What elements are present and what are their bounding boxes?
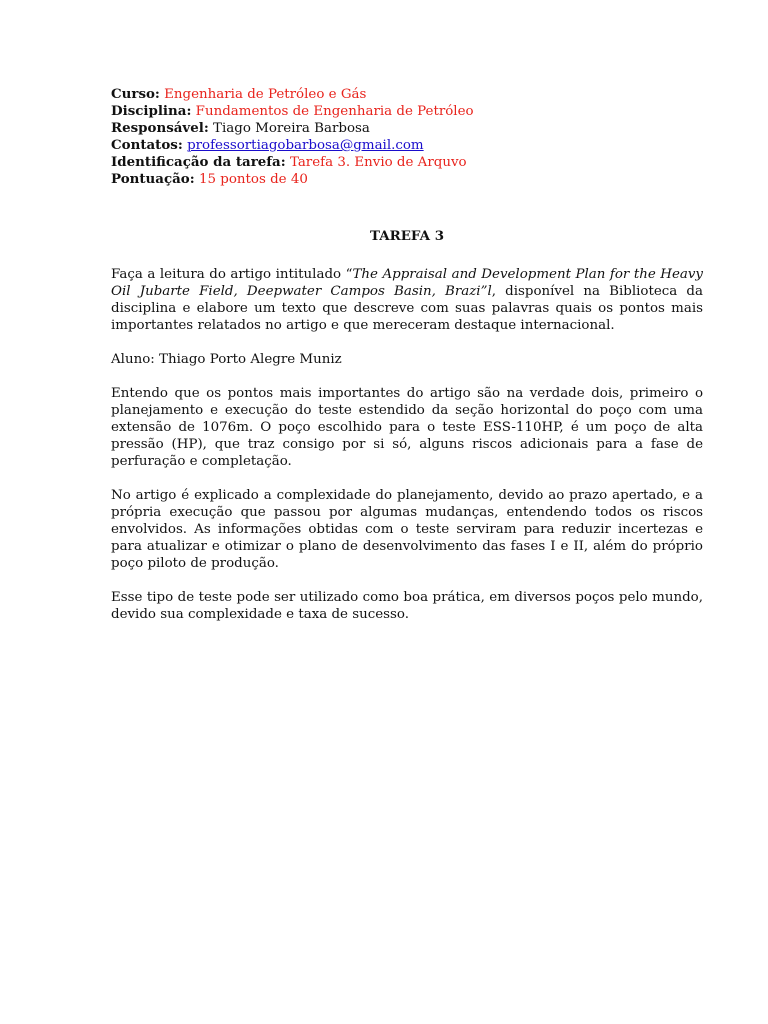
contatos-label: Contatos (111, 137, 178, 153)
contact-email-link[interactable]: professortiagobarbosa@gmail.com (187, 138, 424, 153)
student-name: Aluno: Thiago Porto Alegre Muniz (111, 352, 342, 367)
pontuacao-label: Pontuação (111, 171, 190, 187)
instruction-after: , disponível na Biblioteca da disciplina e elabore um texto que descreve com suas palavras quais os pontos mais importantes relatados no artigo e que mereceram destaque internacional. (111, 284, 703, 333)
curso-value: Engenharia de Petróleo e Gás (164, 87, 367, 102)
pontuacao-value: 15 pontos de 40 (198, 172, 308, 187)
article-title: The Appraisal and Development Plan for the Heavy Oil Jubarte Field, Deepwater Campos Basin, Brazi”l (111, 267, 704, 299)
header-pontuacao: Pontuação: 15 pontos de 40 (111, 171, 308, 187)
responsavel-value: Tiago Moreira Barbosa (213, 121, 370, 136)
disciplina-label: Disciplina (111, 103, 187, 119)
identificacao-value: Tarefa 3. Envio de Arquvo (289, 155, 467, 170)
header-identificacao: Identificação da tarefa: Tarefa 3. Envio de Arquvo (111, 154, 467, 170)
answer-paragraph-2: No artigo é explicado a complexidade do planejamento, devido ao prazo apertado, e a própria execução que passou por algumas mudanças, entendendo todos os riscos envolvidos. As informações obtidas com o teste serviram para reduzir incertezas e para atualizar e otimizar o plano de desenvolvimento das fases I e II, além do próprio poço piloto de produção. (111, 488, 703, 571)
header-responsavel: Responsável: Tiago Moreira Barbosa (111, 120, 370, 136)
answer-paragraph-1: Entendo que os pontos mais importantes do artigo são na verdade dois, primeiro o planejamento e execução do teste estendido da seção horizontal do poço com uma extensão de 1076m. O poço escolhido para o teste ESS-110HP, é um poço de alta pressão (HP), que traz consigo por si só, alguns riscos adicionais para a fase de perfuração e completação. (111, 386, 703, 469)
header-disciplina: Disciplina: Fundamentos de Engenharia de Petróleo (111, 103, 474, 119)
identificacao-label: Identificação da tarefa (111, 154, 281, 170)
instruction-paragraph (111, 266, 703, 334)
document-page (111, 86, 703, 623)
answer-paragraph-3: Esse tipo de teste pode ser utilizado como boa prática, em diversos poços pelo mundo, devido sua complexidade e taxa de sucesso. (111, 590, 703, 622)
curso-label: Curso (111, 86, 155, 102)
instruction-before: Faça a leitura do artigo intitulado “ (111, 267, 353, 282)
disciplina-value: Fundamentos de Engenharia de Petróleo (195, 104, 474, 119)
header-contatos: Contatos: professortiagobarbosa@gmail.com (111, 137, 424, 153)
task-title: TAREFA 3 (369, 228, 445, 244)
responsavel-label: Responsável (111, 120, 204, 136)
header-curso: Curso: Engenharia de Petróleo e Gás (111, 86, 367, 102)
